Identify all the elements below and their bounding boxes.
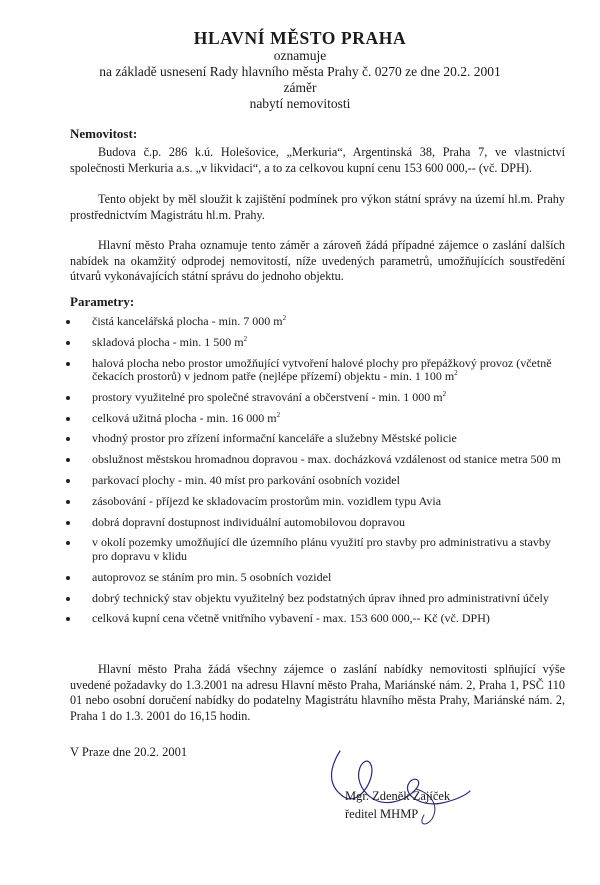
bullet-icon xyxy=(66,597,70,601)
list-item xyxy=(62,336,562,350)
list-item xyxy=(62,432,562,446)
list-item xyxy=(62,412,562,426)
property-paragraph-2 xyxy=(70,192,565,223)
list-item xyxy=(62,536,562,563)
parameters-list xyxy=(62,315,562,633)
property-paragraph-2-text: Tento objekt by měl sloužit k zajištění podmínek pro výkon státní správy na území hl.m. Prahy prostřednictvím Magistrátu hl.m. Prahy. xyxy=(70,192,565,222)
bullet-icon xyxy=(66,521,70,525)
signatory-role: ředitel MHMP xyxy=(345,807,419,821)
bullet-icon xyxy=(66,617,70,621)
list-item xyxy=(62,391,562,405)
superscript: 2 xyxy=(276,410,281,419)
list-item xyxy=(62,571,562,585)
property-paragraph-1-text: Budova č.p. 286 k.ú. Holešovice, „Merkuria“, Argentinská 38, Praha 7, ve vlastnictví společnosti Merkuria a.s. „v likvidaci“, a to za celkovou kupní cenu 153 600 000,-- (vč. DPH). xyxy=(70,145,565,175)
list-item xyxy=(62,592,562,606)
list-item-text: celková kupní cena včetně vnitřního vybavení - max. 153 600 000,-- Kč (vč. DPH) xyxy=(92,611,490,626)
list-item xyxy=(62,474,562,488)
list-item xyxy=(62,612,562,626)
list-item xyxy=(62,357,562,384)
list-item-text: čistá kancelářská plocha - min. 7 000 m xyxy=(92,314,283,328)
list-item-text: prostory využitelné pro společné stravování a občerstvení - min. 1 000 m xyxy=(92,389,443,404)
document-title: HLAVNÍ MĚSTO PRAHA xyxy=(193,28,407,48)
property-paragraph-3 xyxy=(70,238,565,285)
list-item-text: vhodný prostor pro zřízení informační kanceláře a služebny Městské policie xyxy=(92,431,457,446)
list-item-text: dobrá dopravní dostupnost individuální automobilovou dopravou xyxy=(92,514,405,529)
bullet-icon xyxy=(66,576,70,580)
closing-paragraph xyxy=(70,662,565,724)
list-item xyxy=(62,516,562,530)
date-line: V Praze dne 20.2. 2001 xyxy=(70,745,188,759)
header-line-intent: záměr xyxy=(283,80,317,95)
list-item xyxy=(62,453,562,467)
list-item-text: dobrý technický stav objektu využitelný bez podstatných úprav ihned pro administrativní účely xyxy=(92,590,549,605)
header-line-subject: nabytí nemovitosti xyxy=(249,96,351,111)
bullet-icon xyxy=(66,541,70,545)
superscript: 2 xyxy=(454,369,458,378)
list-item-text: skladová plocha - min. 1 500 m xyxy=(92,334,244,349)
property-paragraph-3-text: Hlavní město Praha oznamuje tento záměr a zároveň žádá případné zájemce o zaslání dalších nabídek na okamžitý odprodej nemovitostí, níže uvedených parametrů, umožňujících soustředění útvarů vykonávajících státní správu do jednoho objektu. xyxy=(70,238,565,283)
header-line-announces: oznamuje xyxy=(273,48,327,63)
list-item-text: celková užitná plocha - min. 16 000 m xyxy=(92,410,277,425)
superscript: 2 xyxy=(243,334,248,343)
superscript: 2 xyxy=(442,389,447,398)
list-item xyxy=(62,495,562,509)
bullet-icon xyxy=(66,500,70,504)
list-item-text: halová plocha nebo prostor umožňující vytvoření halové plochy pro přepážkový provoz (včetně čekacích prostorů) v jednom patře (nejlépe přízemí) objektu - min. 1 100 m xyxy=(92,355,552,384)
bullet-icon xyxy=(66,341,70,345)
bullet-icon xyxy=(66,458,70,462)
header-line-resolution: na základě usnesení Rady hlavního města Prahy č. 0270 ze dne 20.2. 2001 xyxy=(99,64,501,79)
list-item-text: parkovací plochy - min. 40 míst pro parkování osobních vozidel xyxy=(92,473,400,488)
list-item-text: zásobování - příjezd ke skladovacím prostorům min. vozidlem typu Avia xyxy=(92,493,442,508)
property-paragraph-1 xyxy=(70,145,565,176)
property-heading: Nemovitost: xyxy=(70,126,138,141)
closing-paragraph-text: Hlavní město Praha žádá všechny zájemce o zaslání nabídky nemovitosti splňující výše uvedené požadavky do 1.3.2001 na adresu Hlavní město Praha, Mariánské nám. 2, Praha 1, PSČ 110 01 nebo osobní doručení nabídky do podatelny Magistrátu hlavního města Prahy, Mariánské nám. 2, Praha 1 do 1.3. 2001 do 16,15 hodin. xyxy=(70,662,565,723)
list-item xyxy=(62,315,562,329)
list-item-text: v okolí pozemky umožňující dle územního plánu využití pro stavby pro administrativu a stavby pro dopravu v klidu xyxy=(92,535,551,563)
parameters-heading: Parametry: xyxy=(70,294,135,309)
bullet-icon xyxy=(66,396,70,400)
signatory-name: Mgr. Zdeněk Zajíček xyxy=(345,789,451,803)
list-item-text: obslužnost městskou hromadnou dopravou - max. docházková vzdálenost od stanice metra 500 m xyxy=(92,452,561,467)
list-item-text: autoprovoz se stáním pro min. 5 osobních vozidel xyxy=(92,569,332,584)
bullet-icon xyxy=(66,437,70,441)
bullet-icon xyxy=(66,417,70,421)
bullet-icon xyxy=(66,362,70,366)
bullet-icon xyxy=(66,479,70,483)
superscript: 2 xyxy=(282,314,287,322)
bullet-icon xyxy=(66,320,70,324)
